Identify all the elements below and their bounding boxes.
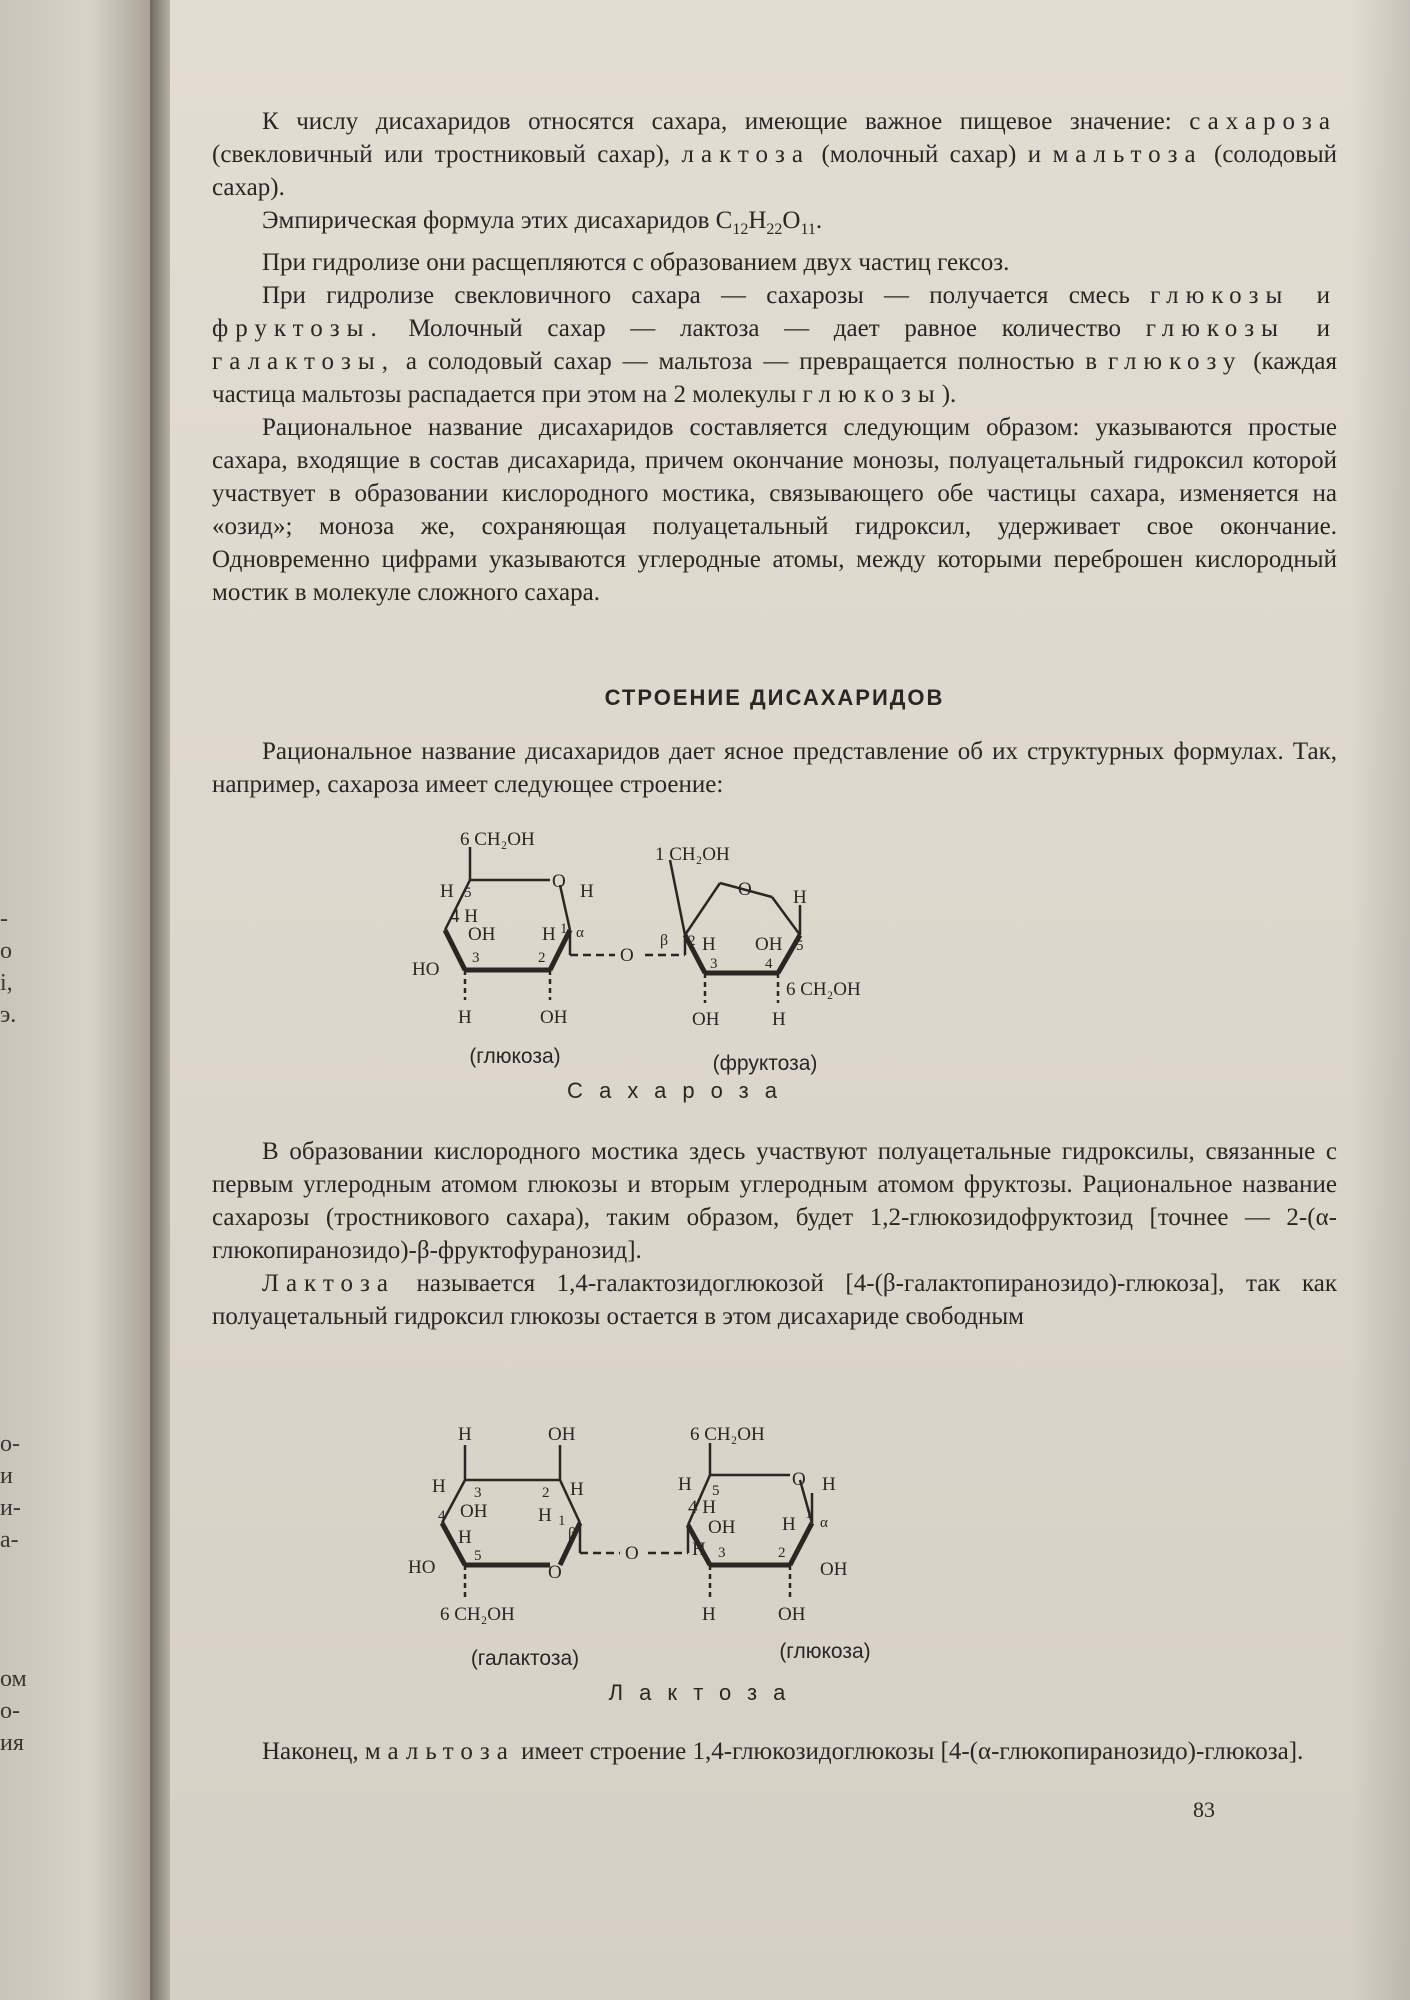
maltose-block xyxy=(212,1735,1337,1768)
lactose-structure-figure xyxy=(408,1415,950,1645)
r-c3-label: 3 xyxy=(718,1545,726,1561)
sucrose-name-caption: Сахароза xyxy=(567,1078,793,1103)
l-c4-label: 4 xyxy=(438,1508,446,1524)
paragraph-sucrose-bridge: В образовании кислородного мостика здесь участвуют полуацетальные гидроксилы, связанные с первым углеродным атомом глюкозы и вторым углеродным атомом фруктозы. Рациональное название сахарозы (тростникового сахара), таким образом, будет 1,2-глюкозидофруктозид [точнее — 2-(α-глюкопиранозидо)-β-фруктофуранозид]. xyxy=(212,1138,1337,1264)
fructose-ch2oh-bond xyxy=(670,860,685,935)
g-o-label: O xyxy=(552,871,566,892)
l-c1-label: 1 xyxy=(558,1513,566,1529)
sucrose-structure-figure xyxy=(412,825,940,1045)
book-page xyxy=(170,0,1410,2000)
r-c1-label: 1 xyxy=(805,1506,813,1522)
f-c4-label: 4 xyxy=(765,956,773,972)
f-ch2oh6-label: 6 CH₂OH xyxy=(786,979,861,1000)
g-oh2-label: OH xyxy=(540,1007,568,1028)
l-ho-label: HO xyxy=(408,1557,436,1578)
l-oh3-label: OH xyxy=(460,1501,488,1522)
f-ch2oh1-label: 1 CH₂OH xyxy=(655,844,730,865)
f-oh3-label: OH xyxy=(692,1009,720,1030)
l-h2-label: H xyxy=(570,1479,584,1500)
g-alpha-label: α xyxy=(576,925,584,941)
l-ch2oh-label: 6 CH₂OH xyxy=(440,1604,515,1625)
l-h5-label: H xyxy=(458,1527,472,1548)
r-h-right-label: H xyxy=(822,1474,836,1495)
f-beta-label: β xyxy=(660,932,669,949)
left-fragment: о- xyxy=(0,1698,20,1724)
r-oh1-label: OH xyxy=(820,1559,848,1580)
left-fragment: і, xyxy=(0,970,13,996)
l-c2-label: 2 xyxy=(542,1485,550,1501)
f-h3-label: H xyxy=(702,934,716,955)
left-fragment: а- xyxy=(0,1527,19,1553)
f-h5-label: H xyxy=(793,887,807,908)
g-c1-label: 1 xyxy=(560,921,568,937)
paragraph-empirical-formula: Эмпирическая формула этих дисахаридов $C_{12}H_{22}O_{11}$. xyxy=(262,207,823,238)
paragraph-maltose: Наконец, мальтоза имеет строение 1,4-глюкозидоглюкозы [4-(α-глюкопиранозидо)-глюкоза]. xyxy=(262,1738,1304,1765)
page-number: 83 xyxy=(1193,1797,1215,1822)
r-o-label: O xyxy=(792,1469,806,1490)
r-h-bottom-label: H xyxy=(702,1604,716,1625)
g-ho-label: HO xyxy=(412,959,440,980)
paragraph-disaccharides-list: К числу дисахаридов относятся сахара, имеющие важное пищевое значение: сахароза (свекловичный или тростниковый сахар), лактоза (молочный сахар) и мальтоза (солодовый сахар). xyxy=(212,108,1338,201)
l-o-label: O xyxy=(548,1562,562,1583)
g-h3-label: H xyxy=(458,1007,472,1028)
l-h4-label: H xyxy=(432,1476,446,1497)
left-fragment: э. xyxy=(0,1002,17,1028)
f-h4-label: H xyxy=(772,1009,786,1030)
paragraph-lactose: Лактоза называется 1,4-галактозидоглюкозой [4-(β-галактопиранозидо)-глюкоза], так как полуацетальный гидроксил глюкозы остается в этом дисахариде свободным xyxy=(212,1270,1337,1330)
r-h1-label: H xyxy=(782,1514,796,1535)
r-h3-label: H xyxy=(692,1539,706,1560)
section-title: СТРОЕНИЕ ДИСАХАРИДОВ xyxy=(604,685,945,710)
paragraph-hydrolysis: При гидролизе они расщепляются с образованием двух частиц гексоз. xyxy=(262,249,1010,276)
r-h5-label: H xyxy=(678,1474,692,1495)
f-c3-label: 3 xyxy=(710,956,718,972)
sucrose-fructose-caption: (фруктоза) xyxy=(712,1052,818,1075)
left-fragment: ия xyxy=(0,1730,24,1756)
lactose-galactose-caption: (галактоза) xyxy=(470,1647,580,1670)
left-fragment: и xyxy=(0,1463,13,1489)
r-oh-label: OH xyxy=(708,1517,736,1538)
lactose-bridge-o-label: O xyxy=(625,1543,639,1564)
g-h5-label: H xyxy=(440,881,454,902)
g-c3-label: 3 xyxy=(472,950,480,966)
paragraph-hydrolysis-products: При гидролизе свекловичного сахара — сахарозы — получается смесь глюкозы и фруктозы. Молочный сахар — лактоза — дает равное количество глюкозы и галактозы, а солодовый сахар — мальтоза — превращается полностью в глюкозу (каждая частица мальтозы распадается при этом на 2 молекулы глюкозы). xyxy=(212,282,1338,408)
left-fragment: и- xyxy=(0,1495,21,1521)
f-c2-label: 2 xyxy=(688,933,696,949)
paragraph-rational-naming: Рациональное название дисахаридов составляется следующим образом: указываются простые сахара, входящие в состав дисахарида, причем окончание монозы, полуацетальный гидроксил которой участвует в образовании кислородного мостика, связывающего обе частицы сахара, изменяется на «озид»; моноза же, сохраняющая полуацетальный гидроксил, удерживает свое окончание. Одновременно цифрами указываются углеродные атомы, между которыми переброшен кислородный мостик в молекуле сложного сахара. xyxy=(212,414,1337,606)
f-c5-label: 5 xyxy=(796,938,804,954)
sucrose-structure-svg xyxy=(412,825,940,1045)
l-oh-top-label: OH xyxy=(548,1424,576,1445)
bridge-o-label: O xyxy=(620,945,634,966)
l-h1-label: H xyxy=(538,1505,552,1526)
l-c5-label: 5 xyxy=(474,1548,482,1564)
f-o-label: O xyxy=(738,879,752,900)
g-h1b-label: H xyxy=(542,924,556,945)
left-fragment: ом xyxy=(0,1666,27,1692)
lactose-name-caption: Лактоза xyxy=(608,1680,802,1705)
g-c5-label: 5 xyxy=(464,885,472,901)
intro-text-block xyxy=(212,105,1337,609)
l-c3-label: 3 xyxy=(474,1485,482,1501)
left-fragment: о- xyxy=(0,1431,20,1457)
l-beta-label: β xyxy=(568,1525,577,1542)
structure-intro-block xyxy=(212,735,1337,801)
left-fragment: о xyxy=(0,938,12,964)
g-oh4-label: OH xyxy=(468,924,496,945)
book-spine xyxy=(150,0,170,2000)
r-ch2oh-label: 6 CH₂OH xyxy=(690,1424,765,1445)
g-h4-label: 4 H xyxy=(450,906,478,927)
r-alpha-label: α xyxy=(820,1515,828,1531)
r-h4-label: 4 H xyxy=(688,1497,716,1518)
g-h1-label: H xyxy=(580,881,594,902)
r-c5-label: 5 xyxy=(712,1483,720,1499)
paragraph-structure-intro: Рациональное название дисахаридов дает ясное представление об их структурных формулах. Так, например, сахароза имеет следующее строение: xyxy=(212,738,1337,798)
page-edge-shadow xyxy=(1350,0,1410,2000)
sucrose-glucose-caption: (глюкоза) xyxy=(469,1045,561,1068)
r-oh2-label: OH xyxy=(778,1604,806,1625)
g-ch2oh-label: 6 CH₂OH xyxy=(460,829,535,850)
left-fragment: - xyxy=(0,906,8,932)
g-c2-label: 2 xyxy=(538,950,546,966)
glucose-ring-bond xyxy=(445,930,465,970)
f-oh4-label: OH xyxy=(755,934,783,955)
lactose-structure-svg xyxy=(408,1415,950,1645)
sucrose-explanation-block xyxy=(212,1135,1337,1333)
lactose-glucose-caption: (глюкоза) xyxy=(779,1640,871,1663)
r-c2-label: 2 xyxy=(778,1545,786,1561)
left-page xyxy=(0,0,150,2000)
l-h-top-label: H xyxy=(458,1424,472,1445)
fructose-ring-bond xyxy=(685,883,720,935)
